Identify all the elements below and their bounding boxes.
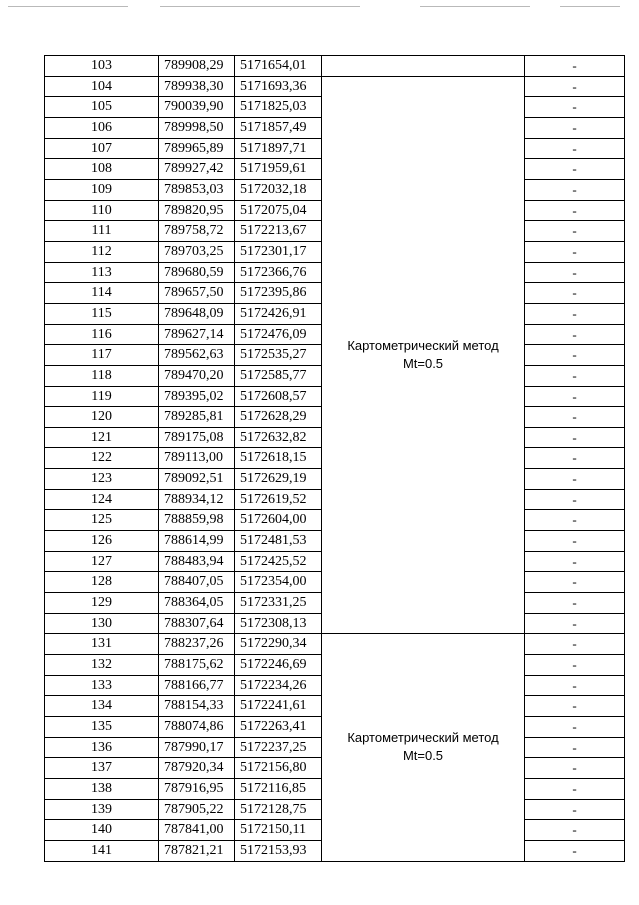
table-row xyxy=(45,56,625,77)
point-number-cell: 126 xyxy=(45,531,159,552)
y-coordinate-cell: 5172629,19 xyxy=(235,469,322,490)
point-number-cell: 129 xyxy=(45,593,159,614)
y-coordinate-cell: 5171654,01 xyxy=(235,56,322,77)
note-cell: - xyxy=(525,758,625,779)
y-coordinate-cell: 5172290,34 xyxy=(235,634,322,655)
method-cell-empty xyxy=(322,56,525,77)
note-cell: - xyxy=(525,820,625,841)
note-cell: - xyxy=(525,407,625,428)
point-number-cell: 127 xyxy=(45,551,159,572)
x-coordinate-cell: 789908,29 xyxy=(159,56,235,77)
note-cell: - xyxy=(525,76,625,97)
method-text-line2: Mt=0.5 xyxy=(402,748,444,764)
point-number-cell: 103 xyxy=(45,56,159,77)
point-number-cell: 108 xyxy=(45,159,159,180)
x-coordinate-cell: 788859,98 xyxy=(159,510,235,531)
x-coordinate-cell: 789820,95 xyxy=(159,200,235,221)
note-cell: - xyxy=(525,303,625,324)
point-number-cell: 139 xyxy=(45,799,159,820)
y-coordinate-cell: 5172608,57 xyxy=(235,386,322,407)
point-number-cell: 141 xyxy=(45,840,159,861)
point-number-cell: 113 xyxy=(45,262,159,283)
point-number-cell: 136 xyxy=(45,737,159,758)
note-cell: - xyxy=(525,262,625,283)
method-text-line1: Картометрический метод xyxy=(347,338,499,354)
y-coordinate-cell: 5172308,13 xyxy=(235,613,322,634)
y-coordinate-cell: 5172535,27 xyxy=(235,345,322,366)
y-coordinate-cell: 5172585,77 xyxy=(235,365,322,386)
scan-artifact-line-4 xyxy=(560,6,620,7)
note-cell: - xyxy=(525,365,625,386)
y-coordinate-cell: 5172246,69 xyxy=(235,655,322,676)
x-coordinate-cell: 788154,33 xyxy=(159,696,235,717)
y-coordinate-cell: 5172213,67 xyxy=(235,221,322,242)
point-number-cell: 111 xyxy=(45,221,159,242)
note-cell: - xyxy=(525,200,625,221)
point-number-cell: 128 xyxy=(45,572,159,593)
point-number-cell: 109 xyxy=(45,179,159,200)
point-number-cell: 118 xyxy=(45,365,159,386)
coordinates-table-body xyxy=(45,56,625,862)
y-coordinate-cell: 5172619,52 xyxy=(235,489,322,510)
x-coordinate-cell: 787841,00 xyxy=(159,820,235,841)
y-coordinate-cell: 5172425,52 xyxy=(235,551,322,572)
point-number-cell: 110 xyxy=(45,200,159,221)
y-coordinate-cell: 5172395,86 xyxy=(235,283,322,304)
point-number-cell: 124 xyxy=(45,489,159,510)
y-coordinate-cell: 5172366,76 xyxy=(235,262,322,283)
x-coordinate-cell: 789703,25 xyxy=(159,241,235,262)
note-cell: - xyxy=(525,221,625,242)
note-cell: - xyxy=(525,241,625,262)
y-coordinate-cell: 5172237,25 xyxy=(235,737,322,758)
y-coordinate-cell: 5172331,25 xyxy=(235,593,322,614)
point-number-cell: 137 xyxy=(45,758,159,779)
note-cell: - xyxy=(525,675,625,696)
note-cell: - xyxy=(525,159,625,180)
coordinates-table xyxy=(44,55,625,862)
note-cell: - xyxy=(525,634,625,655)
note-cell: - xyxy=(525,345,625,366)
x-coordinate-cell: 788934,12 xyxy=(159,489,235,510)
note-cell: - xyxy=(525,510,625,531)
method-text-line2: Mt=0.5 xyxy=(402,356,444,372)
note-cell: - xyxy=(525,840,625,861)
y-coordinate-cell: 5172241,61 xyxy=(235,696,322,717)
x-coordinate-cell: 787990,17 xyxy=(159,737,235,758)
x-coordinate-cell: 789758,72 xyxy=(159,221,235,242)
note-cell: - xyxy=(525,138,625,159)
note-cell: - xyxy=(525,799,625,820)
y-coordinate-cell: 5172263,41 xyxy=(235,717,322,738)
note-cell: - xyxy=(525,117,625,138)
point-number-cell: 134 xyxy=(45,696,159,717)
point-number-cell: 132 xyxy=(45,655,159,676)
y-coordinate-cell: 5172628,29 xyxy=(235,407,322,428)
y-coordinate-cell: 5172234,26 xyxy=(235,675,322,696)
point-number-cell: 138 xyxy=(45,778,159,799)
point-number-cell: 140 xyxy=(45,820,159,841)
point-number-cell: 117 xyxy=(45,345,159,366)
note-cell: - xyxy=(525,778,625,799)
y-coordinate-cell: 5172426,91 xyxy=(235,303,322,324)
note-cell: - xyxy=(525,593,625,614)
x-coordinate-cell: 789657,50 xyxy=(159,283,235,304)
point-number-cell: 106 xyxy=(45,117,159,138)
x-coordinate-cell: 789998,50 xyxy=(159,117,235,138)
x-coordinate-cell: 788166,77 xyxy=(159,675,235,696)
point-number-cell: 122 xyxy=(45,448,159,469)
point-number-cell: 135 xyxy=(45,717,159,738)
y-coordinate-cell: 5171825,03 xyxy=(235,97,322,118)
x-coordinate-cell: 789562,63 xyxy=(159,345,235,366)
x-coordinate-cell: 788483,94 xyxy=(159,551,235,572)
scan-artifact-line-1 xyxy=(8,6,128,7)
x-coordinate-cell: 789285,81 xyxy=(159,407,235,428)
x-coordinate-cell: 789395,02 xyxy=(159,386,235,407)
point-number-cell: 114 xyxy=(45,283,159,304)
x-coordinate-cell: 788175,62 xyxy=(159,655,235,676)
point-number-cell: 112 xyxy=(45,241,159,262)
y-coordinate-cell: 5172032,18 xyxy=(235,179,322,200)
note-cell: - xyxy=(525,56,625,77)
point-number-cell: 119 xyxy=(45,386,159,407)
point-number-cell: 130 xyxy=(45,613,159,634)
x-coordinate-cell: 787821,21 xyxy=(159,840,235,861)
y-coordinate-cell: 5172481,53 xyxy=(235,531,322,552)
x-coordinate-cell: 789648,09 xyxy=(159,303,235,324)
table-row xyxy=(45,634,625,655)
x-coordinate-cell: 789113,00 xyxy=(159,448,235,469)
y-coordinate-cell: 5171857,49 xyxy=(235,117,322,138)
note-cell: - xyxy=(525,613,625,634)
point-number-cell: 131 xyxy=(45,634,159,655)
note-cell: - xyxy=(525,655,625,676)
point-number-cell: 133 xyxy=(45,675,159,696)
x-coordinate-cell: 789680,59 xyxy=(159,262,235,283)
x-coordinate-cell: 790039,90 xyxy=(159,97,235,118)
point-number-cell: 120 xyxy=(45,407,159,428)
point-number-cell: 121 xyxy=(45,427,159,448)
note-cell: - xyxy=(525,427,625,448)
note-cell: - xyxy=(525,97,625,118)
y-coordinate-cell: 5172604,00 xyxy=(235,510,322,531)
method-text-line1: Картометрический метод xyxy=(347,730,499,746)
note-cell: - xyxy=(525,283,625,304)
point-number-cell: 125 xyxy=(45,510,159,531)
point-number-cell: 107 xyxy=(45,138,159,159)
y-coordinate-cell: 5172301,17 xyxy=(235,241,322,262)
note-cell: - xyxy=(525,179,625,200)
point-number-cell: 116 xyxy=(45,324,159,345)
x-coordinate-cell: 789627,14 xyxy=(159,324,235,345)
x-coordinate-cell: 788307,64 xyxy=(159,613,235,634)
y-coordinate-cell: 5172128,75 xyxy=(235,799,322,820)
method-cell xyxy=(322,76,525,634)
y-coordinate-cell: 5172153,93 xyxy=(235,840,322,861)
x-coordinate-cell: 789965,89 xyxy=(159,138,235,159)
x-coordinate-cell: 788074,86 xyxy=(159,717,235,738)
method-cell xyxy=(322,634,525,861)
x-coordinate-cell: 788407,05 xyxy=(159,572,235,593)
x-coordinate-cell: 787905,22 xyxy=(159,799,235,820)
note-cell: - xyxy=(525,489,625,510)
note-cell: - xyxy=(525,469,625,490)
point-number-cell: 115 xyxy=(45,303,159,324)
y-coordinate-cell: 5172354,00 xyxy=(235,572,322,593)
scan-artifact-line-3 xyxy=(420,6,530,7)
point-number-cell: 123 xyxy=(45,469,159,490)
y-coordinate-cell: 5172150,11 xyxy=(235,820,322,841)
x-coordinate-cell: 787916,95 xyxy=(159,778,235,799)
x-coordinate-cell: 789470,20 xyxy=(159,365,235,386)
x-coordinate-cell: 787920,34 xyxy=(159,758,235,779)
note-cell: - xyxy=(525,531,625,552)
note-cell: - xyxy=(525,324,625,345)
note-cell: - xyxy=(525,717,625,738)
x-coordinate-cell: 789092,51 xyxy=(159,469,235,490)
note-cell: - xyxy=(525,448,625,469)
note-cell: - xyxy=(525,696,625,717)
x-coordinate-cell: 788237,26 xyxy=(159,634,235,655)
y-coordinate-cell: 5172632,82 xyxy=(235,427,322,448)
y-coordinate-cell: 5172075,04 xyxy=(235,200,322,221)
x-coordinate-cell: 789175,08 xyxy=(159,427,235,448)
x-coordinate-cell: 789927,42 xyxy=(159,159,235,180)
x-coordinate-cell: 788364,05 xyxy=(159,593,235,614)
note-cell: - xyxy=(525,386,625,407)
y-coordinate-cell: 5172476,09 xyxy=(235,324,322,345)
y-coordinate-cell: 5171897,71 xyxy=(235,138,322,159)
y-coordinate-cell: 5171693,36 xyxy=(235,76,322,97)
note-cell: - xyxy=(525,572,625,593)
table-row xyxy=(45,76,625,97)
point-number-cell: 104 xyxy=(45,76,159,97)
point-number-cell: 105 xyxy=(45,97,159,118)
note-cell: - xyxy=(525,737,625,758)
note-cell: - xyxy=(525,551,625,572)
x-coordinate-cell: 789938,30 xyxy=(159,76,235,97)
scan-artifact-line-2 xyxy=(160,6,360,7)
y-coordinate-cell: 5171959,61 xyxy=(235,159,322,180)
x-coordinate-cell: 788614,99 xyxy=(159,531,235,552)
x-coordinate-cell: 789853,03 xyxy=(159,179,235,200)
y-coordinate-cell: 5172156,80 xyxy=(235,758,322,779)
y-coordinate-cell: 5172618,15 xyxy=(235,448,322,469)
y-coordinate-cell: 5172116,85 xyxy=(235,778,322,799)
